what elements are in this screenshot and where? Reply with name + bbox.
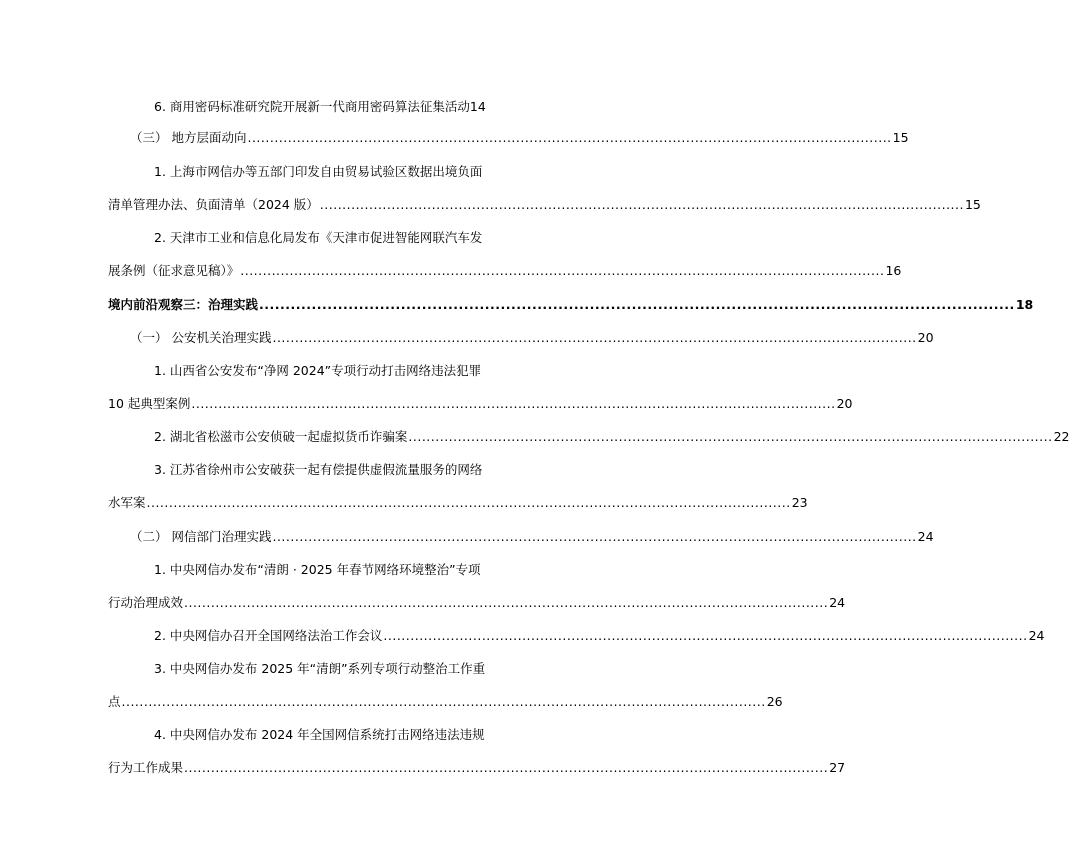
toc-leader-dots: ................................................................................................................................................	[259, 297, 1015, 312]
toc-leader-dots: ................................................................................................................................................	[383, 628, 1028, 643]
toc-page-number: 24	[1028, 628, 1045, 643]
toc-entry-title-cont: 清单管理办法、负面清单（2024 版）	[108, 197, 319, 212]
toc-entry-continued[interactable]	[108, 495, 808, 511]
toc-entry-title: 2. 中央网信办召开全国网络法治工作会议	[154, 628, 383, 643]
toc-entry[interactable]	[154, 99, 486, 115]
toc-entry-title: 1. 山西省公安发布“净网 2024”专项行动打击网络违法犯罪	[154, 363, 482, 378]
toc-entry-title: （一） 公安机关治理实践	[130, 330, 272, 345]
toc-entry[interactable]	[154, 363, 481, 379]
toc-entry-continued[interactable]	[108, 396, 853, 412]
toc-entry-title: （三） 地方层面动向	[130, 130, 247, 145]
toc-entry-title: 境内前沿观察三：治理实践	[108, 297, 259, 312]
toc-entry-title: 3. 中央网信办发布 2025 年“清朗”系列专项行动整治工作重	[154, 661, 486, 676]
toc-page-number: 15	[964, 197, 981, 212]
toc-leader-dots: ................................................................................................................................................	[184, 760, 829, 775]
toc-entry-title-cont: 水军案	[108, 495, 146, 510]
toc-entry-continued[interactable]	[108, 760, 846, 776]
toc-page-number: 15	[892, 130, 909, 145]
toc-page-number: 22	[1053, 429, 1069, 444]
toc-page-number: 16	[885, 263, 902, 278]
toc-section-heading[interactable]	[108, 297, 1034, 313]
toc-page-number: 26	[766, 694, 783, 709]
toc-entry-title: 6. 商用密码标准研究院开展新一代商用密码算法征集活动	[154, 99, 470, 114]
toc-entry-title: 2. 天津市工业和信息化局发布《天津市促进智能网联汽车发	[154, 230, 483, 245]
toc-entry[interactable]	[154, 462, 482, 478]
toc-entry[interactable]	[154, 429, 1069, 445]
toc-leader-dots: ................................................................................................................................................	[247, 130, 892, 145]
toc-entry[interactable]	[154, 164, 482, 180]
toc-entry-title: （二） 网信部门治理实践	[130, 529, 272, 544]
toc-leader-dots: ................................................................................................................................................	[408, 429, 1053, 444]
toc-page-number: 27	[829, 760, 846, 775]
toc-entry[interactable]	[154, 727, 485, 743]
toc-leader-dots: ................................................................................................................................................	[240, 263, 885, 278]
toc-entry-title: 1. 上海市网信办等五部门印发自由贸易试验区数据出境负面	[154, 164, 483, 179]
toc-entry-title: 2. 湖北省松滋市公安侦破一起虚拟货币诈骗案	[154, 429, 408, 444]
toc-entry-title: 1. 中央网信办发布“清朗 · 2025 年春节网络环境整治”专项	[154, 562, 481, 577]
toc-page-number: 23	[791, 495, 808, 510]
toc-page-number: 20	[836, 396, 853, 411]
toc-entry[interactable]	[130, 130, 909, 146]
toc-entry-title-cont: 10 起典型案例	[108, 396, 191, 411]
toc-leader-dots: ................................................................................................................................................	[272, 330, 917, 345]
toc-entry[interactable]	[130, 330, 934, 346]
toc-leader-dots: ................................................................................................................................................	[319, 197, 964, 212]
toc-leader-dots: ................................................................................................................................................	[272, 529, 917, 544]
toc-leader-dots: ................................................................................................................................................	[146, 495, 791, 510]
toc-entry-title-cont: 点	[108, 694, 121, 709]
toc-entry[interactable]	[154, 230, 482, 246]
toc-leader-dots: ................................................................................................................................................	[184, 595, 829, 610]
toc-page-number: 14	[469, 99, 486, 114]
toc-page-number: 18	[1015, 297, 1034, 312]
toc-leader-dots: ................................................................................................................................................	[121, 694, 766, 709]
toc-entry-title: 4. 中央网信办发布 2024 年全国网信系统打击网络违法违规	[154, 727, 485, 742]
toc-entry-continued[interactable]	[108, 197, 981, 213]
toc-entry[interactable]	[154, 661, 485, 677]
toc-entry-title-cont: 行为工作成果	[108, 760, 184, 775]
toc-entry-continued[interactable]	[108, 263, 902, 279]
toc-page-number: 24	[829, 595, 846, 610]
toc-entry-title-cont: 行动治理成效	[108, 595, 184, 610]
toc-entry-continued[interactable]	[108, 694, 783, 710]
toc-page-number: 24	[917, 529, 934, 544]
toc-entry[interactable]	[154, 562, 481, 578]
toc-entry-continued[interactable]	[108, 595, 846, 611]
toc-page-number: 20	[917, 330, 934, 345]
toc-entry[interactable]	[130, 529, 934, 545]
toc-leader-dots: ................................................................................................................................................	[191, 396, 836, 411]
toc-entry-title: 3. 江苏省徐州市公安破获一起有偿提供虚假流量服务的网络	[154, 462, 483, 477]
toc-entry[interactable]	[154, 628, 1045, 644]
toc-entry-title-cont: 展条例（征求意见稿）》	[108, 263, 240, 278]
